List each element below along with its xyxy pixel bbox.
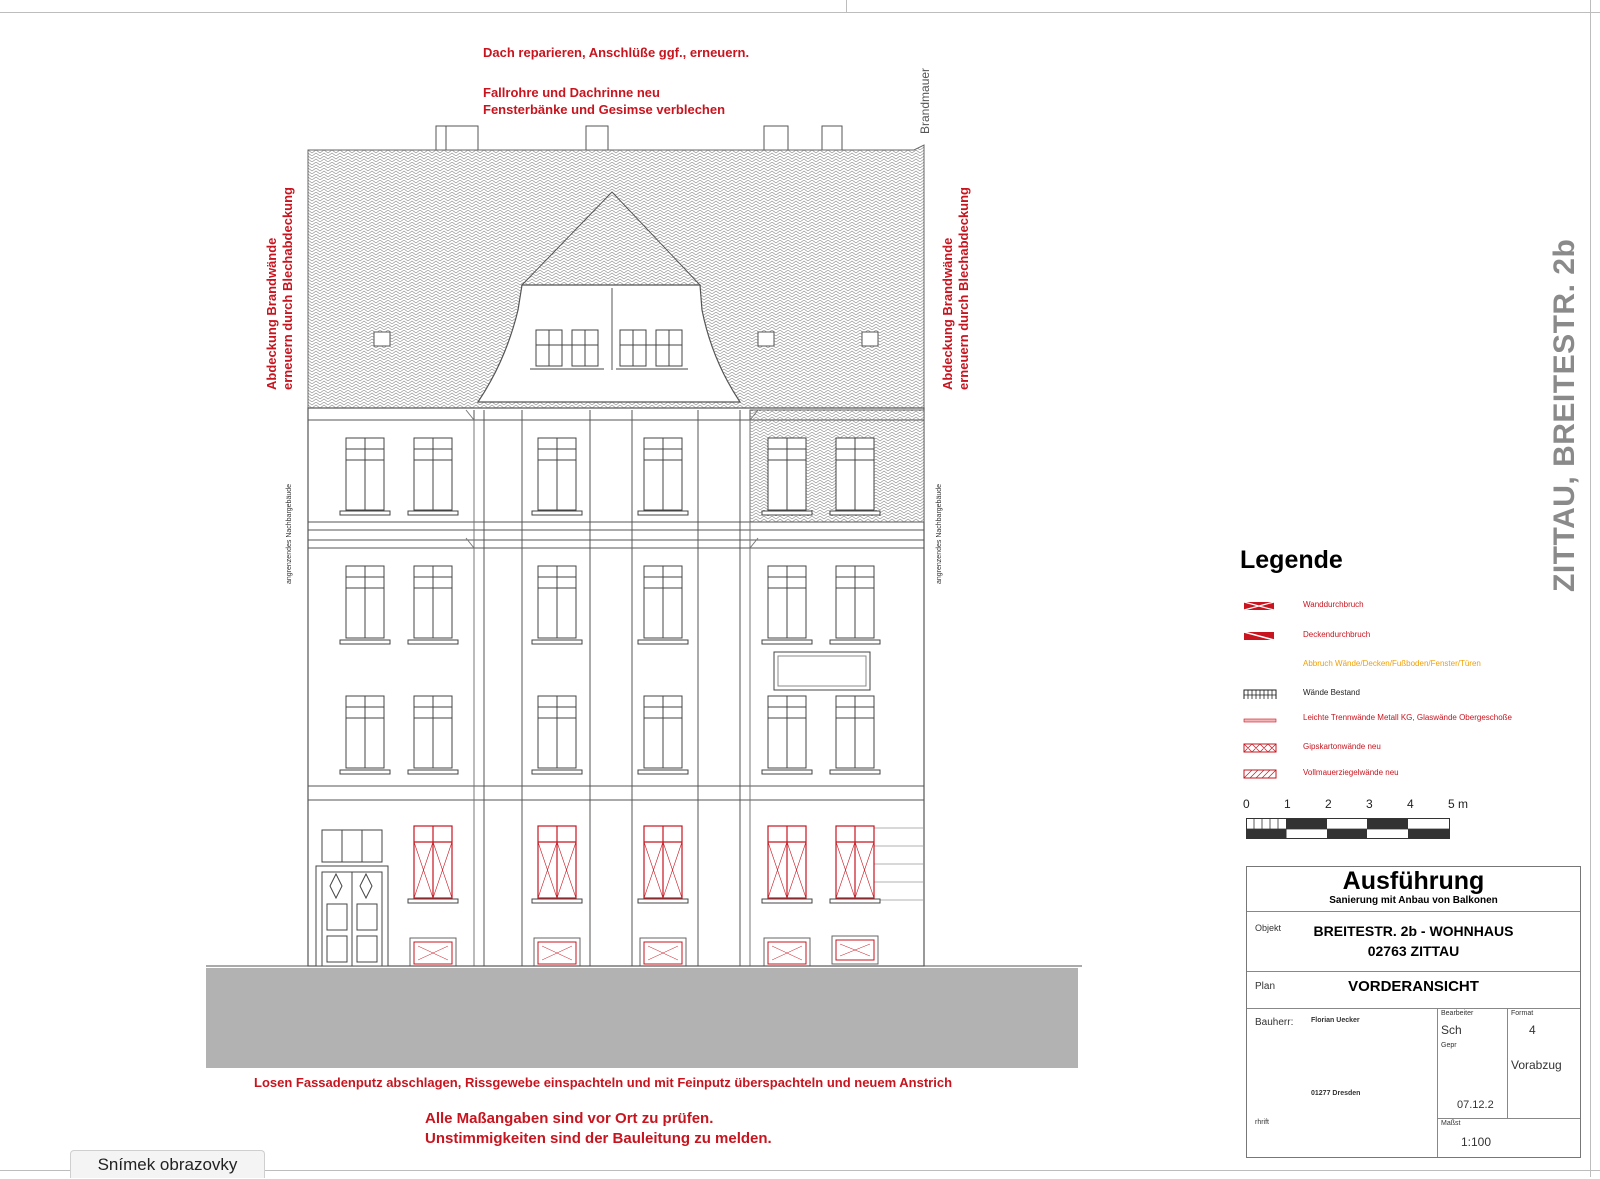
- brick-wall-symbol: [1243, 769, 1277, 779]
- screenshot-tab[interactable]: Snímek obrazovky: [70, 1150, 265, 1178]
- note-check-1: Alle Maßangaben sind vor Ort zu prüfen.: [425, 1110, 714, 1127]
- note-left-firewall-line1: Abdeckung Brandwände: [264, 237, 279, 390]
- legend-item: [1243, 688, 1543, 702]
- divider: [1247, 1008, 1580, 1009]
- bauherr-label: Bauherr:: [1255, 1017, 1294, 1028]
- objekt-label: Objekt: [1255, 923, 1282, 933]
- frame-right-line: [1590, 0, 1591, 1177]
- legend-item: [1243, 600, 1543, 614]
- scale-label: 0: [1243, 797, 1250, 811]
- note-facade: Losen Fassadenputz abschlagen, Rissgewebe einspachteln und mit Feinputz überspachteln und neuem Anstrich: [254, 1075, 953, 1090]
- legend-label: Abbruch Wände/Decken/Fußboden/Fenster/Türen: [1303, 659, 1481, 668]
- planer-city: 01277 Dresden: [1311, 1090, 1361, 1097]
- note-roof-repair: Dach reparieren, Anschlüße ggf., erneuern.: [483, 45, 750, 60]
- label-brandmauer: Brandmauer: [918, 67, 932, 134]
- existing-wall-symbol: [1243, 689, 1277, 699]
- plan-label: Plan: [1255, 981, 1276, 992]
- scale-label: 2: [1325, 797, 1332, 811]
- legend-item: [1243, 630, 1543, 644]
- legend-item: [1243, 659, 1543, 673]
- drywall-symbol: [1243, 743, 1277, 753]
- ceiling-opening-symbol: [1243, 631, 1277, 641]
- geprueft-label: Gepr: [1441, 1042, 1457, 1049]
- label-neighbor-right: angrenzendes Nachbargebäude: [936, 483, 943, 584]
- divider: [1247, 971, 1580, 972]
- divider: [1437, 1008, 1438, 1157]
- scale-label: 1: [1284, 797, 1291, 811]
- massstab-label: Maßst: [1441, 1120, 1461, 1127]
- objekt-line-1: BREITESTR. 2b - WOHNHAUS: [1313, 923, 1514, 939]
- ground: [206, 968, 1078, 1068]
- format-label: Format: [1511, 1010, 1534, 1017]
- light-wall-symbol: [1243, 714, 1277, 724]
- legend-title: Legende: [1240, 546, 1343, 574]
- legend-label: Deckendurchbruch: [1303, 630, 1371, 639]
- scale-label: 5 m: [1448, 797, 1469, 811]
- scale-label: 3: [1366, 797, 1373, 811]
- note-sills: Fensterbänke und Gesimse verblechen: [483, 102, 726, 117]
- signature-label: rhrift: [1255, 1119, 1269, 1126]
- wall-opening-symbol: [1243, 601, 1277, 611]
- legend-label: Wanddurchbruch: [1303, 600, 1364, 609]
- note-gutters: Fallrohre und Dachrinne neu: [483, 85, 660, 100]
- legend-item: [1243, 768, 1543, 782]
- scale-bar: [1246, 818, 1456, 840]
- legend-label: Vollmauerziegelwände neu: [1303, 768, 1399, 777]
- title-block-header: [1247, 867, 1580, 911]
- scale-label: 4: [1407, 797, 1414, 811]
- note-right-firewall-line1: Abdeckung Brandwände: [940, 237, 955, 390]
- divider: [1507, 1008, 1508, 1118]
- plan-value: VORDERANSICHT: [1348, 978, 1479, 995]
- format-value: 4: [1529, 1023, 1536, 1037]
- legend-item: [1243, 742, 1543, 756]
- divider: [1437, 1118, 1580, 1119]
- legend-item: [1243, 713, 1543, 727]
- title-block-heading: Ausführung: [1342, 867, 1485, 895]
- bearbeiter-label: Bearbeiter: [1441, 1010, 1474, 1017]
- title-block: [1246, 866, 1581, 1158]
- vorabzug-label: Vorabzug: [1511, 1058, 1562, 1072]
- side-title: ZITTAU, BREITESTR. 2b: [1548, 238, 1581, 592]
- legend-label: Leichte Trennwände Metall KG, Glaswände Obergeschoße: [1303, 713, 1513, 722]
- datum-value: 07.12.2: [1457, 1099, 1494, 1111]
- bauherr-name: Florian Uecker: [1311, 1017, 1360, 1024]
- note-right-firewall-line2: erneuern durch Blechabdeckung: [956, 187, 971, 390]
- objekt-value: [1247, 921, 1580, 961]
- entrance-door: [316, 830, 388, 966]
- massstab-value: 1:100: [1461, 1135, 1492, 1149]
- legend-label: Wände Bestand: [1303, 688, 1360, 697]
- divider: [1247, 911, 1580, 912]
- label-neighbor-left: angrenzendes Nachbargebäude: [286, 483, 293, 584]
- note-check-2: Unstimmigkeiten sind der Bauleitung zu melden.: [425, 1130, 772, 1147]
- objekt-line-2: 02763 ZITTAU: [1367, 943, 1460, 959]
- title-block-subheading: Sanierung mit Anbau von Balkonen: [1329, 895, 1498, 906]
- bearbeiter-value: Sch: [1441, 1023, 1462, 1037]
- legend-label: Gipskartonwände neu: [1303, 742, 1381, 751]
- note-left-firewall-line2: erneuern durch Blechabdeckung: [280, 187, 295, 390]
